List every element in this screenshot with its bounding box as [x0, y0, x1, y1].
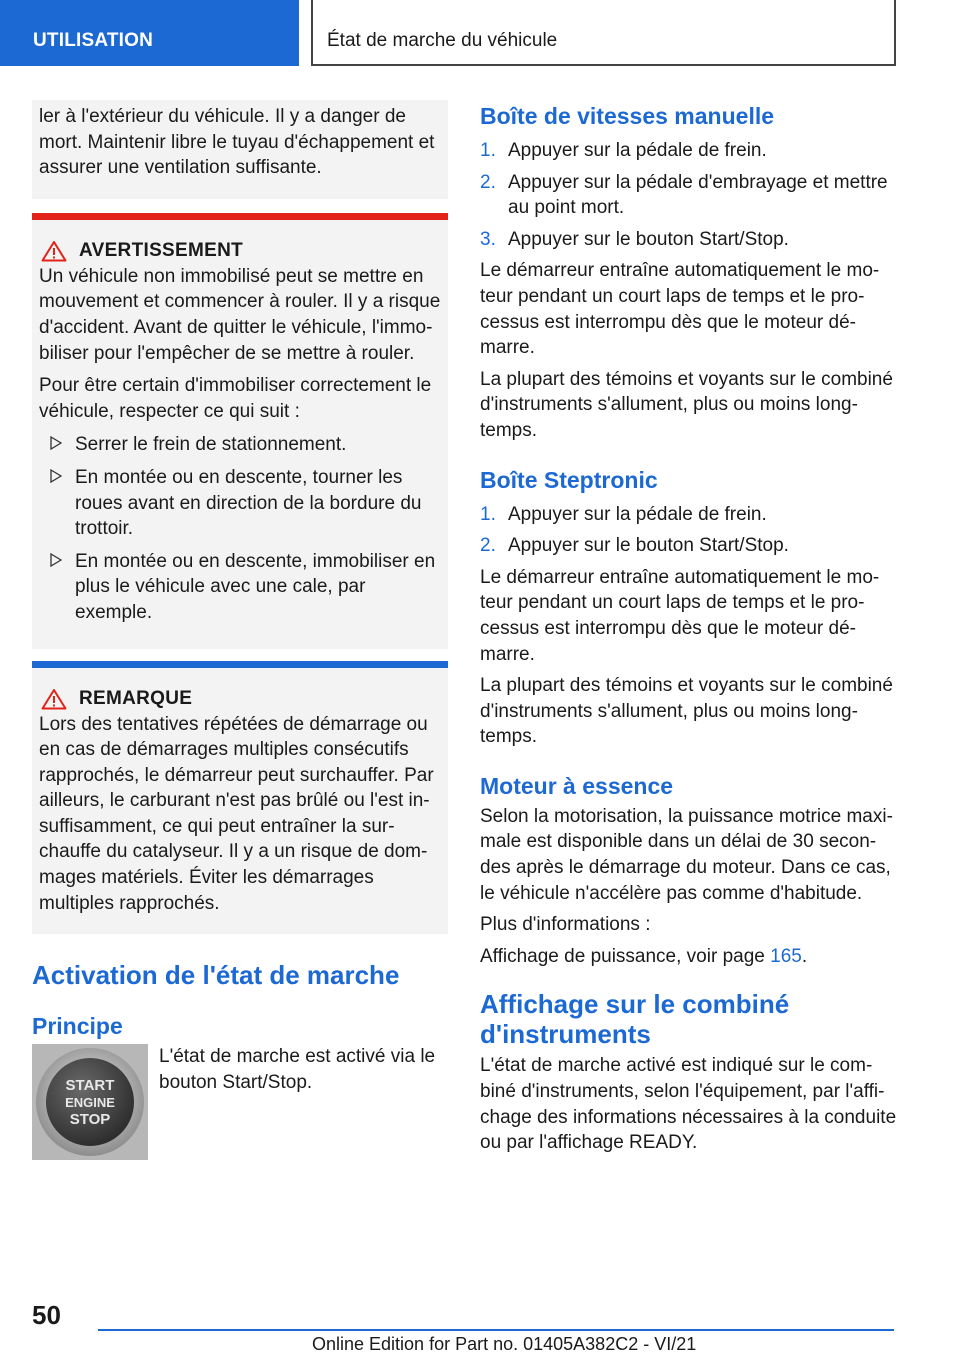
list-item	[480, 227, 900, 253]
bullet-text: Serrer le frein de stationnement.	[75, 434, 347, 456]
page-number: 50	[32, 1300, 61, 1330]
note-title: REMARQUE	[79, 687, 193, 709]
step-number: 1.	[480, 140, 496, 161]
manual-para-1: Le démarreur entraîne automatiquement le mo-teur pendant un court laps de temps et le pro-cessus est interrompu dès que le moteur dé-marre.	[480, 260, 880, 359]
principe-heading: Principe	[32, 1013, 123, 1040]
step-number: 2.	[480, 171, 496, 193]
start-stop-button-image	[32, 1044, 148, 1160]
petrol-engine-heading: Moteur à essence	[480, 772, 674, 799]
step-text: Appuyer sur le bouton Start/Stop.	[508, 228, 789, 250]
list-item	[480, 170, 900, 221]
warning-bullet-list	[39, 432, 441, 625]
left-column	[32, 100, 448, 1164]
warning-text-2: Pour être certain d'immobiliser correctement le véhicule, respecter ce qui suit :	[39, 375, 432, 422]
list-item	[39, 465, 441, 542]
list-item	[480, 502, 900, 528]
reference-text: Affichage de puissance, voir page	[480, 945, 771, 967]
note-text: Lors des tentatives répétées de démarrage ou en cas de démarrages multiples consécutifs rapprochés, le démarreur peut surchauffer. Par ailleurs, le carburant n'est pas brûlé ou l'est in-suffisamment, ce qui peut entraîner la sur-chauffe du catalyseur. Il y a un risque de dom-mages matériels. Éviter les démarrages multiples rapprochés.	[39, 713, 434, 914]
petrol-engine-para: Selon la motorisation, la puissance motrice maxi-male est disponible dans un délai de 30 secon-des après le démarrage du moteur. Dans ce cas, le véhicule n'accélère pas comme d'habitude.	[480, 805, 893, 904]
step-text: Appuyer sur la pédale de frein.	[508, 503, 767, 525]
manual-para-2: La plupart des témoins et voyants sur le combiné d'instruments s'allument, plus ou moins long-temps.	[480, 368, 893, 441]
page-165-link[interactable]: 165	[770, 945, 802, 967]
steptronic-para-1: Le démarreur entraîne automatiquement le mo-teur pendant un court laps de temps et le pro-cessus est interrompu dès que le moteur dé-marre.	[480, 566, 880, 665]
warning-text-1: Un véhicule non immobilisé peut se mettre en mouvement et commencer à rouler. Il y a risque d'accident. Avant de quitter le véhicule, l'immo-biliser pour l'empêcher de se mettre à rouler.	[39, 265, 441, 364]
start-stop-button-icon	[32, 1044, 148, 1160]
step-number: 1.	[480, 503, 496, 525]
activation-heading: Activation de l'état de marche	[32, 960, 400, 991]
step-number: 3.	[480, 228, 496, 250]
button-label-engine: ENGINE	[65, 1095, 115, 1111]
reference-end: .	[801, 945, 808, 967]
instrument-display-heading: Affichage sur le combiné d'instruments	[480, 989, 790, 1050]
section-tab-label: UTILISATION	[33, 30, 154, 51]
list-item	[480, 533, 900, 559]
warning-title: AVERTISSEMENT	[79, 239, 244, 261]
right-column	[480, 100, 900, 1162]
list-item	[480, 138, 900, 164]
edition-footer: Online Edition for Part no. 01405A382C2 - VI/21	[312, 1334, 697, 1354]
section-tab	[0, 0, 299, 66]
footer-divider	[98, 1329, 894, 1331]
power-display-reference	[480, 944, 900, 970]
warning-box	[32, 213, 448, 649]
note-box	[32, 661, 448, 935]
step-number: 2.	[480, 535, 496, 557]
note-header	[39, 688, 441, 710]
list-item	[39, 549, 441, 626]
step-text: Appuyer sur la pédale d'embrayage et mettre au point mort.	[508, 171, 888, 219]
button-label-stop: STOP	[69, 1111, 111, 1129]
bullet-triangle-icon	[50, 469, 62, 483]
bullet-text: En montée ou en descente, immobiliser en plus le véhicule avec une cale, par exemple.	[75, 550, 436, 623]
list-item	[39, 432, 441, 458]
bullet-triangle-icon	[50, 436, 62, 450]
step-text: Appuyer sur la pédale de frein.	[508, 140, 767, 161]
continued-text: ler à l'extérieur du véhicule. Il y a danger de mort. Maintenir libre le tuyau d'échappement et assurer une ventilation suffisante.	[39, 106, 435, 179]
manual-steps	[480, 138, 900, 252]
instrument-display-para: L'état de marche activé est indiqué sur le com-biné d'instruments, selon l'équipement, par l'affi-chage des informations nécessaires à la conduite ou par l'affichage READY.	[480, 1055, 897, 1154]
warning-triangle-icon	[41, 240, 67, 262]
more-info-label: Plus d'informations :	[480, 914, 651, 936]
warning-header	[39, 240, 441, 262]
bullet-text: En montée ou en descente, tourner les roues avant en direction de la bordure du trottoir.	[75, 466, 422, 540]
step-text: Appuyer sur le bouton Start/Stop.	[508, 535, 789, 557]
steptronic-para-2: La plupart des témoins et voyants sur le combiné d'instruments s'allument, plus ou moins long-temps.	[480, 675, 893, 748]
chapter-header	[311, 0, 896, 66]
button-label-start: START	[65, 1077, 115, 1095]
steptronic-heading: Boîte Steptronic	[480, 466, 658, 493]
bullet-triangle-icon	[50, 553, 62, 567]
chapter-title: État de marche du véhicule	[327, 30, 558, 51]
note-triangle-icon	[41, 688, 67, 710]
manual-gearbox-heading: Boîte de vitesses manuelle	[480, 103, 775, 129]
steptronic-steps	[480, 502, 900, 559]
principe-section	[32, 1044, 448, 1164]
principe-text: L'état de marche est activé via le bouton Start/Stop.	[159, 1046, 436, 1093]
continued-hazard-box	[32, 100, 448, 199]
